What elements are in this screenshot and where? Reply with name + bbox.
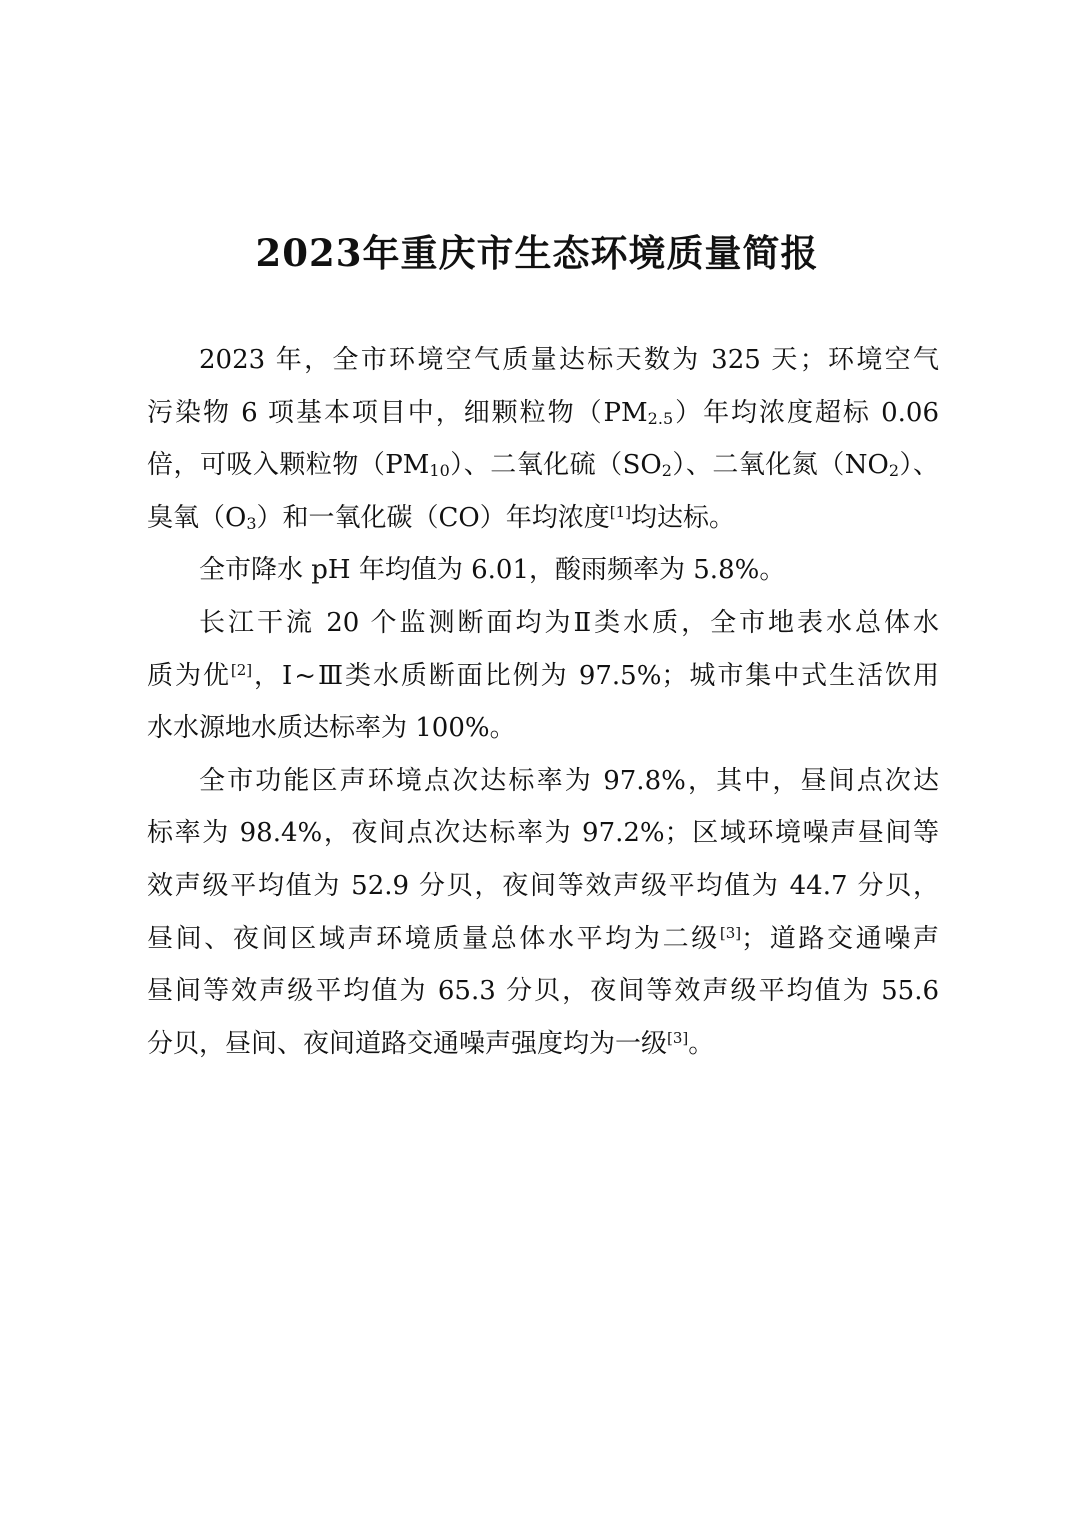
text-span: 均达标。	[630, 502, 735, 533]
text-span: 分贝，昼间、夜间道路交通噪声强度均为一级	[147, 1028, 668, 1059]
paragraph-noise-line-6	[147, 1018, 939, 1071]
text-span: 效声级平均值为 52.9 分贝，夜间等效声级平均值为 44.7 分贝，	[147, 870, 939, 901]
text-span: 昼间等效声级平均值为 65.3 分贝，夜间等效声级平均值为 55.6	[147, 976, 939, 1007]
text-span: ）年均浓度超标 0.06	[673, 397, 939, 428]
text-span: 倍，可吸入颗粒物（PM	[147, 450, 430, 481]
document-title: 2023年重庆市生态环境质量简报	[255, 231, 819, 275]
text-span: 长江干流 20 个监测断面均为Ⅱ类水质，全市地表水总体水	[199, 607, 939, 638]
text-span: 全市功能区声环境点次达标率为 97.8%，其中，昼间点次达	[199, 765, 939, 796]
text-span: ）、二氧化氮（NO	[671, 450, 889, 481]
paragraph-air-line-4	[147, 492, 939, 545]
paragraph-noise-line-1	[147, 755, 939, 808]
text-span: 2023 年，全市环境空气质量达标天数为 325 天；环境空气	[199, 345, 939, 375]
footnote-ref-2: [2]	[230, 660, 253, 679]
paragraph-air-line-1	[147, 334, 939, 387]
paragraph-noise-line-3	[147, 860, 939, 913]
text-span: ，Ⅰ~Ⅲ类水质断面比例为 97.5%；城市集中式生活饮用	[252, 660, 939, 691]
paragraph-air-line-3	[147, 439, 939, 492]
paragraph-noise-line-2	[147, 807, 939, 860]
subscript: 2.5	[647, 408, 674, 428]
paragraph-water-line-1	[147, 597, 939, 650]
text-span: 质为优	[147, 660, 231, 691]
paragraph-noise-line-4	[147, 913, 939, 966]
footnote-ref-1: [1]	[609, 502, 631, 521]
text-span: 水水源地水质达标率为 100%。	[147, 713, 516, 744]
subscript: 10	[429, 461, 450, 481]
footnote-ref-3: [3]	[719, 923, 742, 942]
text-span: ）、	[899, 450, 939, 481]
text-span: ）、二氧化硫（SO	[449, 450, 662, 481]
subscript: 2	[888, 461, 899, 481]
paragraph-water-line-2	[147, 650, 939, 703]
text-span: 全市降水 pH 年均值为 6.01，酸雨频率为 5.8%。	[199, 555, 786, 586]
text-span: 污染物 6 项基本项目中，细颗粒物（PM	[147, 397, 648, 428]
text-span: 昼间、夜间区域声环境质量总体水平均为二级	[147, 923, 720, 954]
paragraph-noise-line-5	[147, 965, 939, 1018]
text-span: 。	[688, 1028, 715, 1059]
text-span: 标率为 98.4%，夜间点次达标率为 97.2%；区域环境噪声昼间等	[147, 818, 939, 849]
paragraph-water-line-3	[147, 702, 939, 755]
footnote-ref-3: [3]	[667, 1028, 689, 1047]
paragraph-rain-line-1	[147, 544, 939, 597]
text-span: ）和一氧化碳（CO）年均浓度	[256, 502, 610, 533]
text-span: 臭氧（O	[147, 502, 247, 533]
document-body	[147, 334, 939, 1070]
text-span: ；道路交通噪声	[741, 923, 939, 954]
subscript: 2	[661, 461, 672, 481]
subscript: 3	[246, 513, 257, 533]
paragraph-air-line-2	[147, 387, 939, 440]
